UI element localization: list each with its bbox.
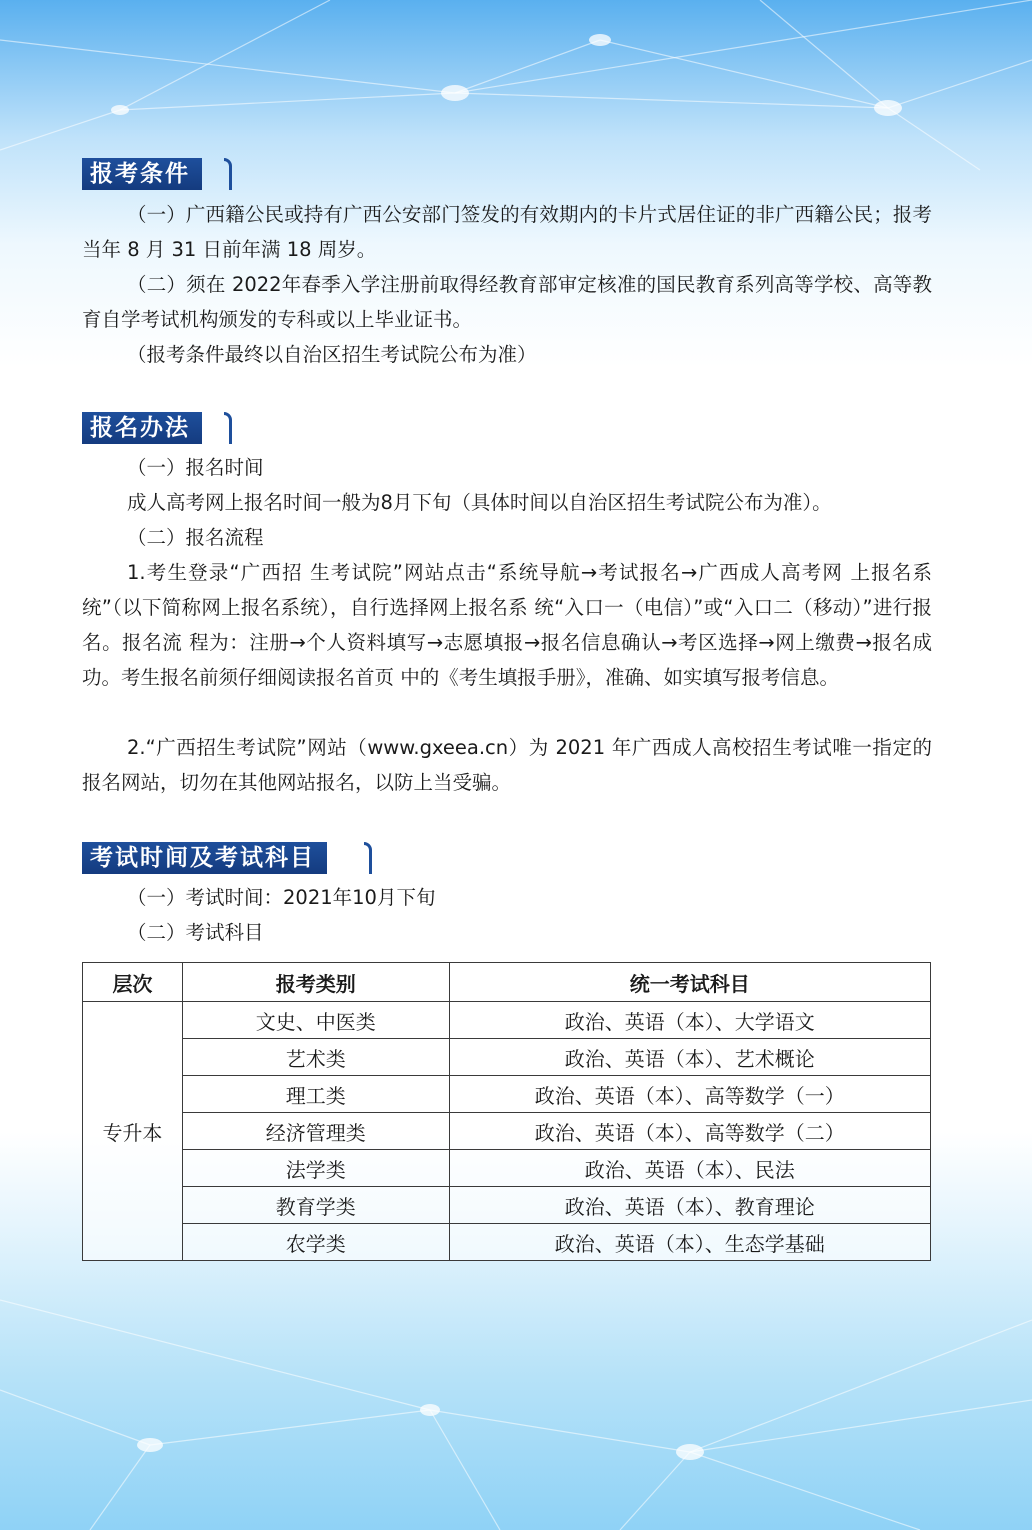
paragraph: 成人高考网上报名时间一般为8月下旬（具体时间以自治区招生考试院公布为准）。	[127, 491, 832, 514]
subjects-cell: 政治、英语（本）、教育理论	[449, 1187, 930, 1224]
subjects-cell: 政治、英语（本）、艺术概论	[449, 1039, 930, 1076]
paragraph: （一）广西籍公民或持有广西公安部门签发的有效期内的卡片式居住证的非广西籍公民；报考当年 8 月 31 日前年满 18 周岁。	[82, 203, 932, 261]
level-cell: 专升本	[83, 1002, 183, 1261]
table-row	[83, 1002, 931, 1039]
table-header-row	[83, 963, 931, 1002]
category-cell: 艺术类	[182, 1039, 449, 1076]
subjects-cell: 政治、英语（本）、大学语文	[449, 1002, 930, 1039]
heading-label: 报名办法	[82, 412, 202, 444]
section-heading-conditions	[82, 158, 202, 192]
table-row	[83, 1224, 931, 1261]
category-cell: 农学类	[182, 1224, 449, 1261]
category-cell: 教育学类	[182, 1187, 449, 1224]
table-row	[83, 1113, 931, 1150]
section-heading-exam	[82, 842, 327, 876]
section-heading-registration	[82, 412, 202, 446]
paragraph: 1.考生登录“广西招 生考试院”网站点击“系统导航→考试报名→广西成人高考网 上报名系统”（以下简称网上报名系统），自行选择网上报名系 统“入口一（电信）”或“入口二（移动）”进行报名。报名流 程为：注册→个人资料填写→志愿填报→报名信息确认→考区选择→网上缴费→报名成功。考生报名前须仔细阅读报名首页 中的《考生填报手册》，准确、如实填写报考信息。	[82, 561, 932, 689]
paragraph: （报考条件最终以自治区招生考试院公布为准）	[127, 343, 537, 366]
paragraph: （二）考试科目	[127, 921, 264, 944]
paragraph: （一）考试时间：2021年10月下旬	[127, 886, 436, 909]
category-cell: 法学类	[182, 1150, 449, 1187]
category-cell: 经济管理类	[182, 1113, 449, 1150]
exam-subjects-table	[82, 962, 931, 1261]
table-row	[83, 1187, 931, 1224]
subjects-cell: 政治、英语（本）、生态学基础	[449, 1224, 930, 1261]
heading-tail-decoration	[224, 412, 232, 444]
table-row	[83, 1039, 931, 1076]
table-row	[83, 1150, 931, 1187]
category-cell: 文史、中医类	[182, 1002, 449, 1039]
paragraph: （二）须在 2022年春季入学注册前取得经教育部审定核准的国民教育系列高等学校、高等教育自学考试机构颁发的专科或以上毕业证书。	[82, 273, 932, 331]
heading-tail-decoration	[224, 158, 232, 190]
subjects-cell: 政治、英语（本）、高等数学（一）	[449, 1076, 930, 1113]
category-cell: 理工类	[182, 1076, 449, 1113]
paragraph: （一）报名时间	[127, 456, 264, 479]
heading-tail-decoration	[364, 842, 372, 874]
table-row	[83, 1076, 931, 1113]
paragraph: （二）报名流程	[127, 526, 264, 549]
subjects-cell: 政治、英语（本）、高等数学（二）	[449, 1113, 930, 1150]
heading-label: 考试时间及考试科目	[82, 842, 327, 874]
paragraph: 2.“广西招生考试院”网站（www.gxeea.cn）为 2021 年广西成人高校招生考试唯一指定的报名网站，切勿在其他网站报名，以防上当受骗。	[82, 736, 932, 794]
header-level: 层次	[83, 963, 183, 1002]
header-subjects: 统一考试科目	[449, 963, 930, 1002]
subjects-cell: 政治、英语（本）、民法	[449, 1150, 930, 1187]
header-category: 报考类别	[182, 963, 449, 1002]
heading-label: 报考条件	[82, 158, 202, 190]
